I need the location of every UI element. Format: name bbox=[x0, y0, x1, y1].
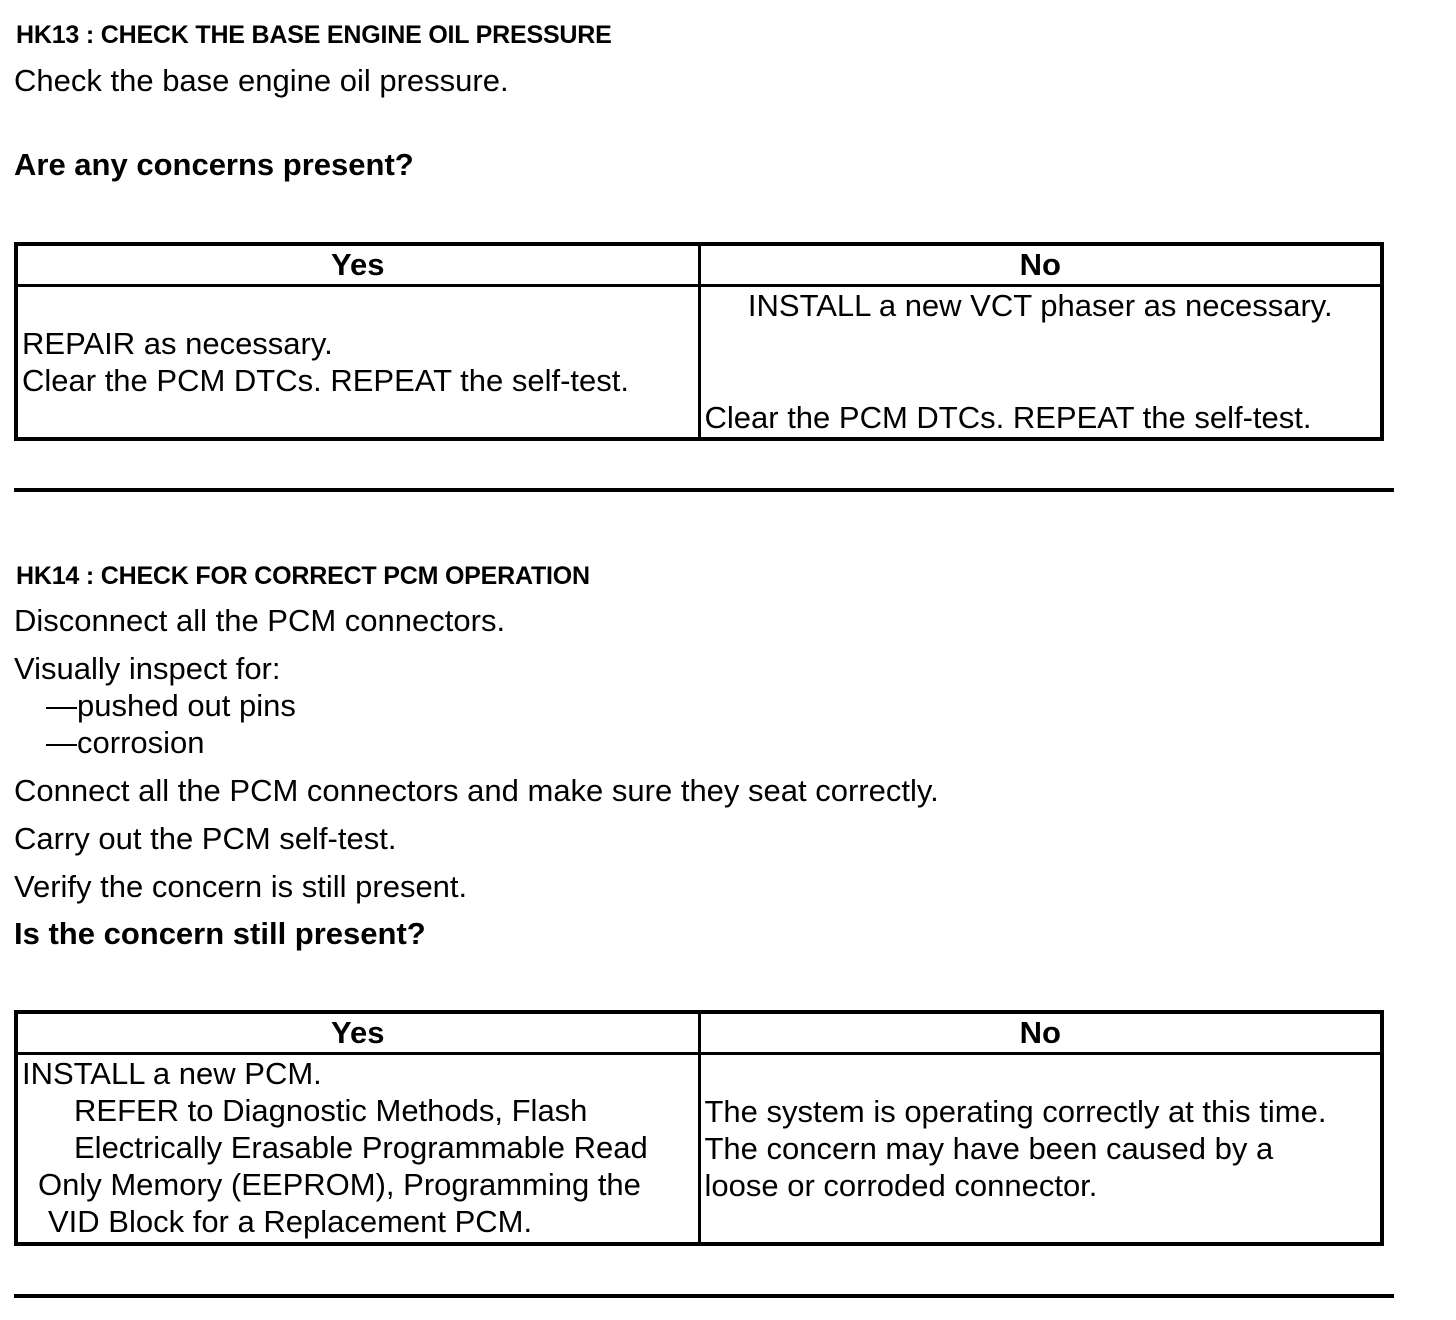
hk13-yes-line: REPAIR as necessary. bbox=[22, 326, 333, 361]
hk14-step: Verify the concern is still present. bbox=[14, 869, 468, 904]
hk14-yes-line: VID Block for a Replacement PCM. bbox=[48, 1204, 533, 1239]
hk14-step: Visually inspect for: bbox=[14, 651, 281, 686]
hk14-title: HK14 : CHECK FOR CORRECT PCM OPERATION bbox=[16, 562, 590, 590]
hk13-no-line: Clear the PCM DTCs. REPEAT the self-test. bbox=[704, 400, 1312, 435]
hk13-no-cell bbox=[699, 286, 1382, 440]
hk14-result-table bbox=[14, 1010, 1384, 1246]
hk14-step: Connect all the PCM connectors and make sure they seat correctly. bbox=[14, 773, 939, 808]
section-divider bbox=[14, 1294, 1394, 1298]
hk14-yes-line: INSTALL a new PCM. bbox=[22, 1056, 322, 1091]
hk14-yes-line: Electrically Erasable Programmable Read bbox=[74, 1130, 648, 1165]
hk14-yes-cell bbox=[16, 1054, 699, 1244]
hk14-no-line: The system is operating correctly at this time. bbox=[704, 1093, 1327, 1129]
hk14-yes-line: Only Memory (EEPROM), Programming the bbox=[38, 1167, 641, 1202]
hk14-no-line: The concern may have been caused by a bbox=[704, 1130, 1274, 1166]
hk13-no-header: No bbox=[699, 244, 1382, 286]
hk14-step: Disconnect all the PCM connectors. bbox=[14, 603, 506, 638]
hk13-result-table bbox=[14, 242, 1384, 441]
hk13-title: HK13 : CHECK THE BASE ENGINE OIL PRESSURE bbox=[16, 21, 612, 49]
hk14-bullet: —corrosion bbox=[46, 725, 205, 760]
hk13-yes-header: Yes bbox=[16, 244, 699, 286]
hk14-yes-line: REFER to Diagnostic Methods, Flash bbox=[74, 1093, 588, 1128]
hk14-no-line: loose or corroded connector. bbox=[704, 1167, 1098, 1203]
hk13-no-line: INSTALL a new VCT phaser as necessary. bbox=[747, 288, 1333, 323]
hk13-question: Are any concerns present? bbox=[14, 147, 414, 182]
section-divider bbox=[14, 488, 1394, 492]
hk14-question: Is the concern still present? bbox=[14, 916, 426, 951]
hk14-no-header: No bbox=[699, 1012, 1382, 1054]
hk13-yes-cell bbox=[16, 286, 699, 440]
hk14-no-cell bbox=[699, 1054, 1382, 1244]
hk13-instruction: Check the base engine oil pressure. bbox=[14, 63, 509, 98]
hk14-bullet: —pushed out pins bbox=[46, 688, 296, 723]
hk14-step: Carry out the PCM self-test. bbox=[14, 821, 397, 856]
hk14-yes-header: Yes bbox=[16, 1012, 699, 1054]
hk13-yes-line: Clear the PCM DTCs. REPEAT the self-test. bbox=[22, 363, 629, 398]
